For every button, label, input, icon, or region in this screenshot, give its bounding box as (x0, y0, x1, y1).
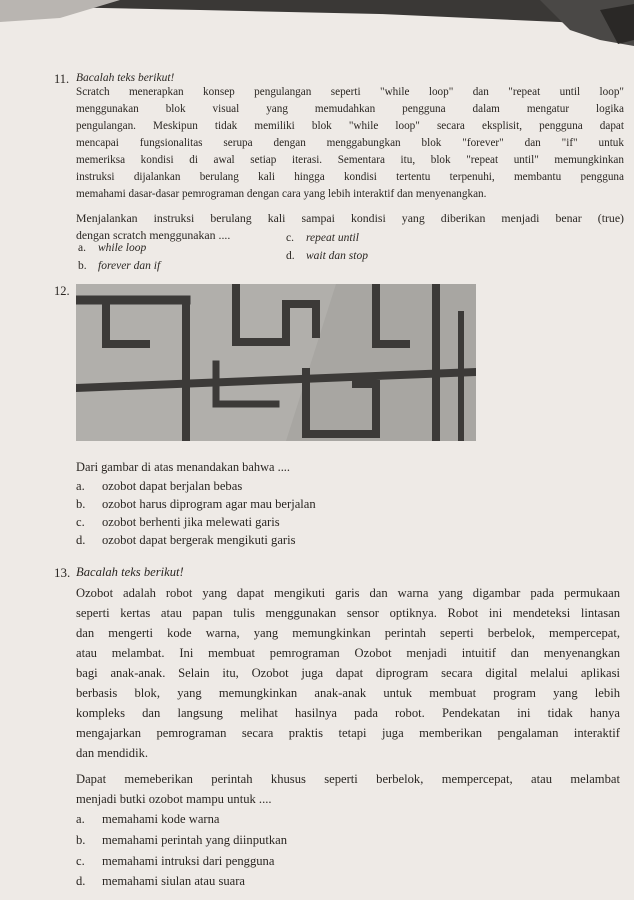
q13-option-a[interactable] (76, 812, 220, 827)
option-key: a. (76, 812, 85, 826)
q11-text-line-2: menggunakan blok visual yang memudahkan pengguna dalam mengatur logika (76, 103, 624, 115)
option-text: memahami intruksi dari pengguna (102, 854, 275, 868)
option-text: memahami siulan atau suara (102, 874, 246, 888)
q13-text-line-9: dan mendidik. (76, 746, 149, 760)
q11-text-line-6: instruksi dijalankan berulang kali hingga kondisi tertentu terpenuhi, membantu pengguna (76, 171, 624, 183)
q13-text-line-7: kompleks dan langsung melihat hasilnya pada robot. Pendekatan ini tidak hanya (76, 706, 620, 720)
q13-question-line-1: Dapat memeberikan perintah khusus seperti berbelok, mempercepat, atau melambat (76, 772, 620, 786)
option-key: c. (286, 232, 294, 244)
option-text: memahami kode warna (102, 812, 220, 826)
option-text: memahami perintah yang diinputkan (102, 833, 288, 847)
q11-text-line-5: memeriksa kondisi di awal setiap iterasi. Sementara itu, blok "repeat until" memungkinkan (76, 154, 624, 166)
q12-question: Dari gambar di atas menandakan bahwa .... (76, 460, 290, 474)
q11-option-a[interactable] (78, 242, 146, 254)
option-text: ozobot berhenti jika melewati garis (102, 515, 280, 529)
option-key: b. (76, 833, 86, 847)
option-key: c. (76, 854, 85, 868)
ozobot-line-track-photo (76, 284, 476, 441)
option-key: c. (76, 515, 85, 529)
option-text: forever dan if (98, 260, 161, 272)
option-text: while loop (98, 242, 147, 254)
q11-text-line-4: mencapai fungsionalitas serupa dengan menggabungkan blok "forever" dan "if" untuk (76, 137, 624, 149)
option-key: b. (78, 260, 87, 272)
q13-text-line-5: bagi anak-anak. Selain itu, Ozobot juga dapat diprogram secara digital melalui aplikasi (76, 666, 620, 680)
q13-option-c[interactable] (76, 854, 274, 869)
option-key: b. (76, 497, 86, 511)
q12-option-b[interactable] (76, 497, 316, 512)
q13-text-line-8: mengajarkan pemrograman secara praktis tetapi juga memberikan pengalaman interaktif (76, 726, 620, 740)
q11-text-line-3: pengulangan. Meskipun tidak memiliki blok "while loop" secara eksplisit, pengguna dapat (76, 120, 624, 132)
q11-option-b[interactable] (78, 260, 160, 272)
q13-text-line-2: seperti kertas atau papan tulis menggunakan sensor optiknya. Robot ini mendeteksi lintasan (76, 606, 620, 620)
question-11-intro: Bacalah teks berikut! (76, 72, 175, 84)
q11-question-line-2: dengan scratch menggunakan .... (76, 228, 231, 242)
q11-text-line-7: memahami dasar-dasar pemrograman dengan cara yang lebih interaktif dan menyenangkan. (76, 188, 487, 200)
option-key: a. (78, 242, 86, 254)
q13-text-line-1: Ozobot adalah robot yang dapat mengikuti garis dan warna yang digambar pada permukaan (76, 586, 620, 600)
q11-question-line-1: Menjalankan instruksi berulang kali sampai kondisi yang diberikan menjadi benar (true) (76, 211, 624, 225)
q13-option-b[interactable] (76, 833, 287, 848)
q13-question-line-2: menjadi butki ozobot mampu untuk .... (76, 792, 272, 806)
option-text: ozobot dapat bergerak mengikuti garis (102, 533, 296, 547)
option-key: a. (76, 479, 85, 493)
q13-text-line-6: berbasis blok, yang memungkinkan anak-anak untuk membuat program yang lebih (76, 686, 620, 700)
option-text: repeat until (306, 232, 359, 244)
q12-option-d[interactable] (76, 533, 296, 548)
option-text: ozobot harus diprogram agar mau berjalan (102, 497, 316, 511)
q12-option-a[interactable] (76, 479, 242, 494)
option-text: ozobot dapat berjalan bebas (102, 479, 243, 493)
q11-option-c[interactable] (286, 232, 359, 244)
option-key: d. (76, 874, 86, 888)
q13-text-line-3: dan mengerti kode warna, yang memungkinkan perintah seperti berbelok, mempercepat, (76, 626, 620, 640)
q11-text-line-1: Scratch menerapkan konsep pengulangan seperti "while loop" dan "repeat until loop" (76, 86, 624, 98)
q13-option-d[interactable] (76, 874, 245, 889)
question-12-number: 12. (54, 284, 70, 298)
question-11-number: 11. (54, 72, 70, 86)
option-key: d. (76, 533, 86, 547)
option-text: wait dan stop (306, 250, 368, 262)
q12-option-c[interactable] (76, 515, 280, 530)
question-13-intro: Bacalah teks berikut! (76, 565, 184, 579)
q11-option-d[interactable] (286, 250, 368, 262)
q13-text-line-4: atau melambat. Ini membuat pemrograman Ozobot menjadi intuitif dan menyenangkan (76, 646, 620, 660)
question-13-number: 13. (54, 565, 71, 580)
option-key: d. (286, 250, 295, 262)
